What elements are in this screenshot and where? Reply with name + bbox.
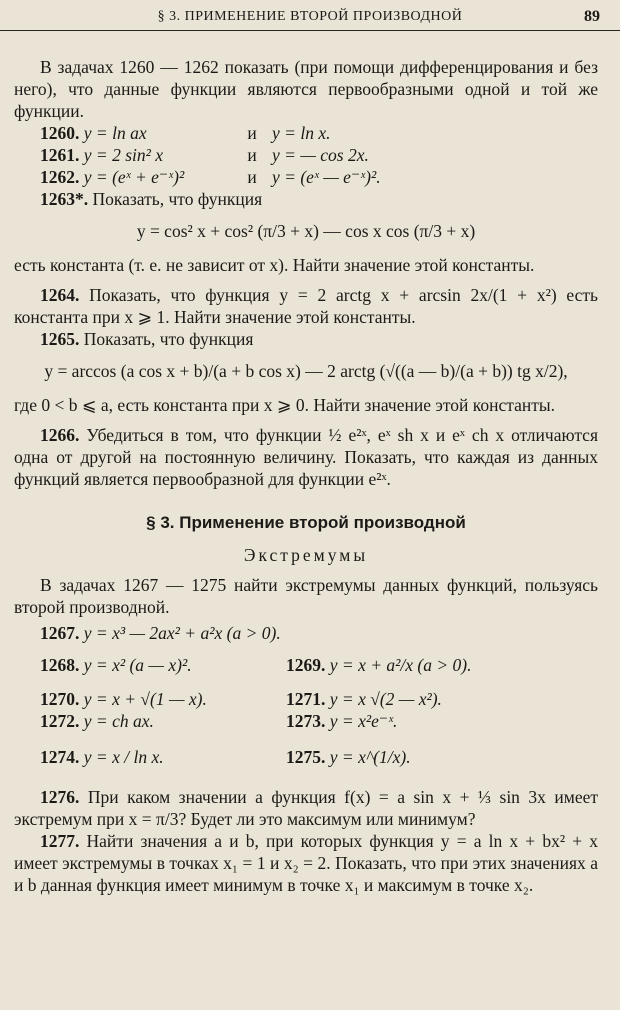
problem-text: При каком значении a функция f(x) = a sin x + ⅓ sin 3x имеет экстремум при x = π/3? Будет ли это максимум или минимум? xyxy=(14,787,598,829)
problem-text: Убедиться в том, что функции ½ e²ˣ, eˣ sh x и eˣ ch x отличаются одна от другой на постоянную величину. Показать, что каждая из данных функций является первообразной для функции e²ˣ. xyxy=(14,425,598,489)
problem-text: Показать, что функция xyxy=(92,189,263,209)
problem-1269 xyxy=(286,654,586,676)
problem-number: 1263*. xyxy=(40,189,89,209)
problem-text: Показать, что функция y = 2 arctg x + arcsin 2x/(1 + x²) есть константа при x ⩾ 1. Найти значение этой константы. xyxy=(14,285,599,327)
formula: y = (eˣ — e⁻ˣ)². xyxy=(272,167,381,187)
intro-1260-1262: В задачах 1260 — 1262 показать (при помощи дифференцирования и без него), что данные функции являются первообразными одной и той же функции. xyxy=(14,57,598,121)
subsection-heading: Экстремумы xyxy=(243,545,369,565)
problem-number: 1270. xyxy=(40,689,80,709)
problem-1266 xyxy=(14,424,598,490)
problem-1270 xyxy=(40,688,286,710)
problem-number: 1266. xyxy=(40,425,80,445)
intro-1267-1275: В задачах 1267 — 1275 найти экстремумы данных функций, пользуясь второй производной. xyxy=(14,575,598,617)
page-number: 89 xyxy=(584,8,600,25)
formula: y = x + √(1 — x). xyxy=(83,689,207,709)
formula: y = x^(1/x). xyxy=(329,747,411,767)
problem-1267 xyxy=(14,622,598,644)
problem-number: 1260. xyxy=(40,123,80,143)
problem-number: 1272. xyxy=(40,711,80,731)
problem-1261 xyxy=(14,144,598,166)
problems-grid xyxy=(14,654,598,768)
problem-1277 xyxy=(14,830,598,896)
problem-1271 xyxy=(286,688,586,710)
problem-number: 1262. xyxy=(40,167,80,187)
problem-1260 xyxy=(14,122,598,144)
formula: y = x √(2 — x²). xyxy=(329,689,442,709)
problem-number: 1269. xyxy=(286,655,326,675)
formula: y = ln x. xyxy=(272,123,331,143)
conjunction: и xyxy=(247,145,257,165)
problem-1268 xyxy=(40,654,286,676)
display-formula-1263: y = cos² x + cos² (π/3 + x) — cos x cos (π/3 + x) xyxy=(136,221,476,241)
display-formula-1265: y = arccos (a cos x + b)/(a + b cos x) — 2 arctg (√((a — b)/(a + b)) tg x/2), xyxy=(44,361,568,381)
problem-text: Показать, что функция xyxy=(83,329,254,349)
problem-number: 1274. xyxy=(40,747,80,767)
problem-number: 1275. xyxy=(286,747,326,767)
problem-1263 xyxy=(14,188,598,210)
formula: y = (eˣ + e⁻ˣ)² xyxy=(83,167,185,187)
problem-1272 xyxy=(40,710,286,732)
section-heading: § 3. Применение второй производной xyxy=(146,513,466,532)
problem-1265-tail: где 0 < b ⩽ a, есть константа при x ⩾ 0. Найти значение этой константы. xyxy=(14,395,556,415)
formula: y = 2 sin² x xyxy=(83,145,164,165)
formula: y = x² (a — x)². xyxy=(83,655,192,675)
running-header xyxy=(0,6,620,31)
problem-1265 xyxy=(14,328,598,350)
problem-1275 xyxy=(286,746,586,768)
problem-1264 xyxy=(14,284,598,328)
problem-number: 1261. xyxy=(40,145,80,165)
problem-number: 1267. xyxy=(40,623,80,643)
problem-1263-tail: есть константа (т. е. не зависит от x). Найти значение этой константы. xyxy=(14,255,535,275)
formula: y = x²e⁻ˣ. xyxy=(329,711,398,731)
problem-1262 xyxy=(14,166,598,188)
conjunction: и xyxy=(247,167,257,187)
formula: y = ln ax xyxy=(83,123,147,143)
header-title: § 3. ПРИМЕНЕНИЕ ВТОРОЙ ПРОИЗВОДНОЙ xyxy=(157,9,463,24)
conjunction: и xyxy=(247,123,257,143)
problem-text: Найти значения a и b, при которых функция y = a ln x + bx² + x имеет экстремумы в точках x₁ = 1 и x₂ = 2. Показать, что при этих значениях a и b данная функция имеет минимум в точке x₁ и максимум в точке x₂. xyxy=(14,831,598,895)
formula: y = ch ax. xyxy=(83,711,154,731)
problem-number: 1277. xyxy=(40,831,80,851)
problem-1274 xyxy=(40,746,286,768)
problem-number: 1264. xyxy=(40,285,80,305)
problem-number: 1271. xyxy=(286,689,326,709)
problem-1276 xyxy=(14,786,598,830)
formula: y = x + a²/x (a > 0). xyxy=(329,655,472,675)
formula: y = x / ln x. xyxy=(83,747,164,767)
problem-number: 1276. xyxy=(40,787,80,807)
page-content xyxy=(14,56,598,896)
problem-1273 xyxy=(286,710,586,732)
problem-number: 1265. xyxy=(40,329,80,349)
formula: y = — cos 2x. xyxy=(272,145,369,165)
problem-number: 1273. xyxy=(286,711,326,731)
formula: y = x³ — 2ax² + a²x (a > 0). xyxy=(83,623,281,643)
problem-number: 1268. xyxy=(40,655,80,675)
